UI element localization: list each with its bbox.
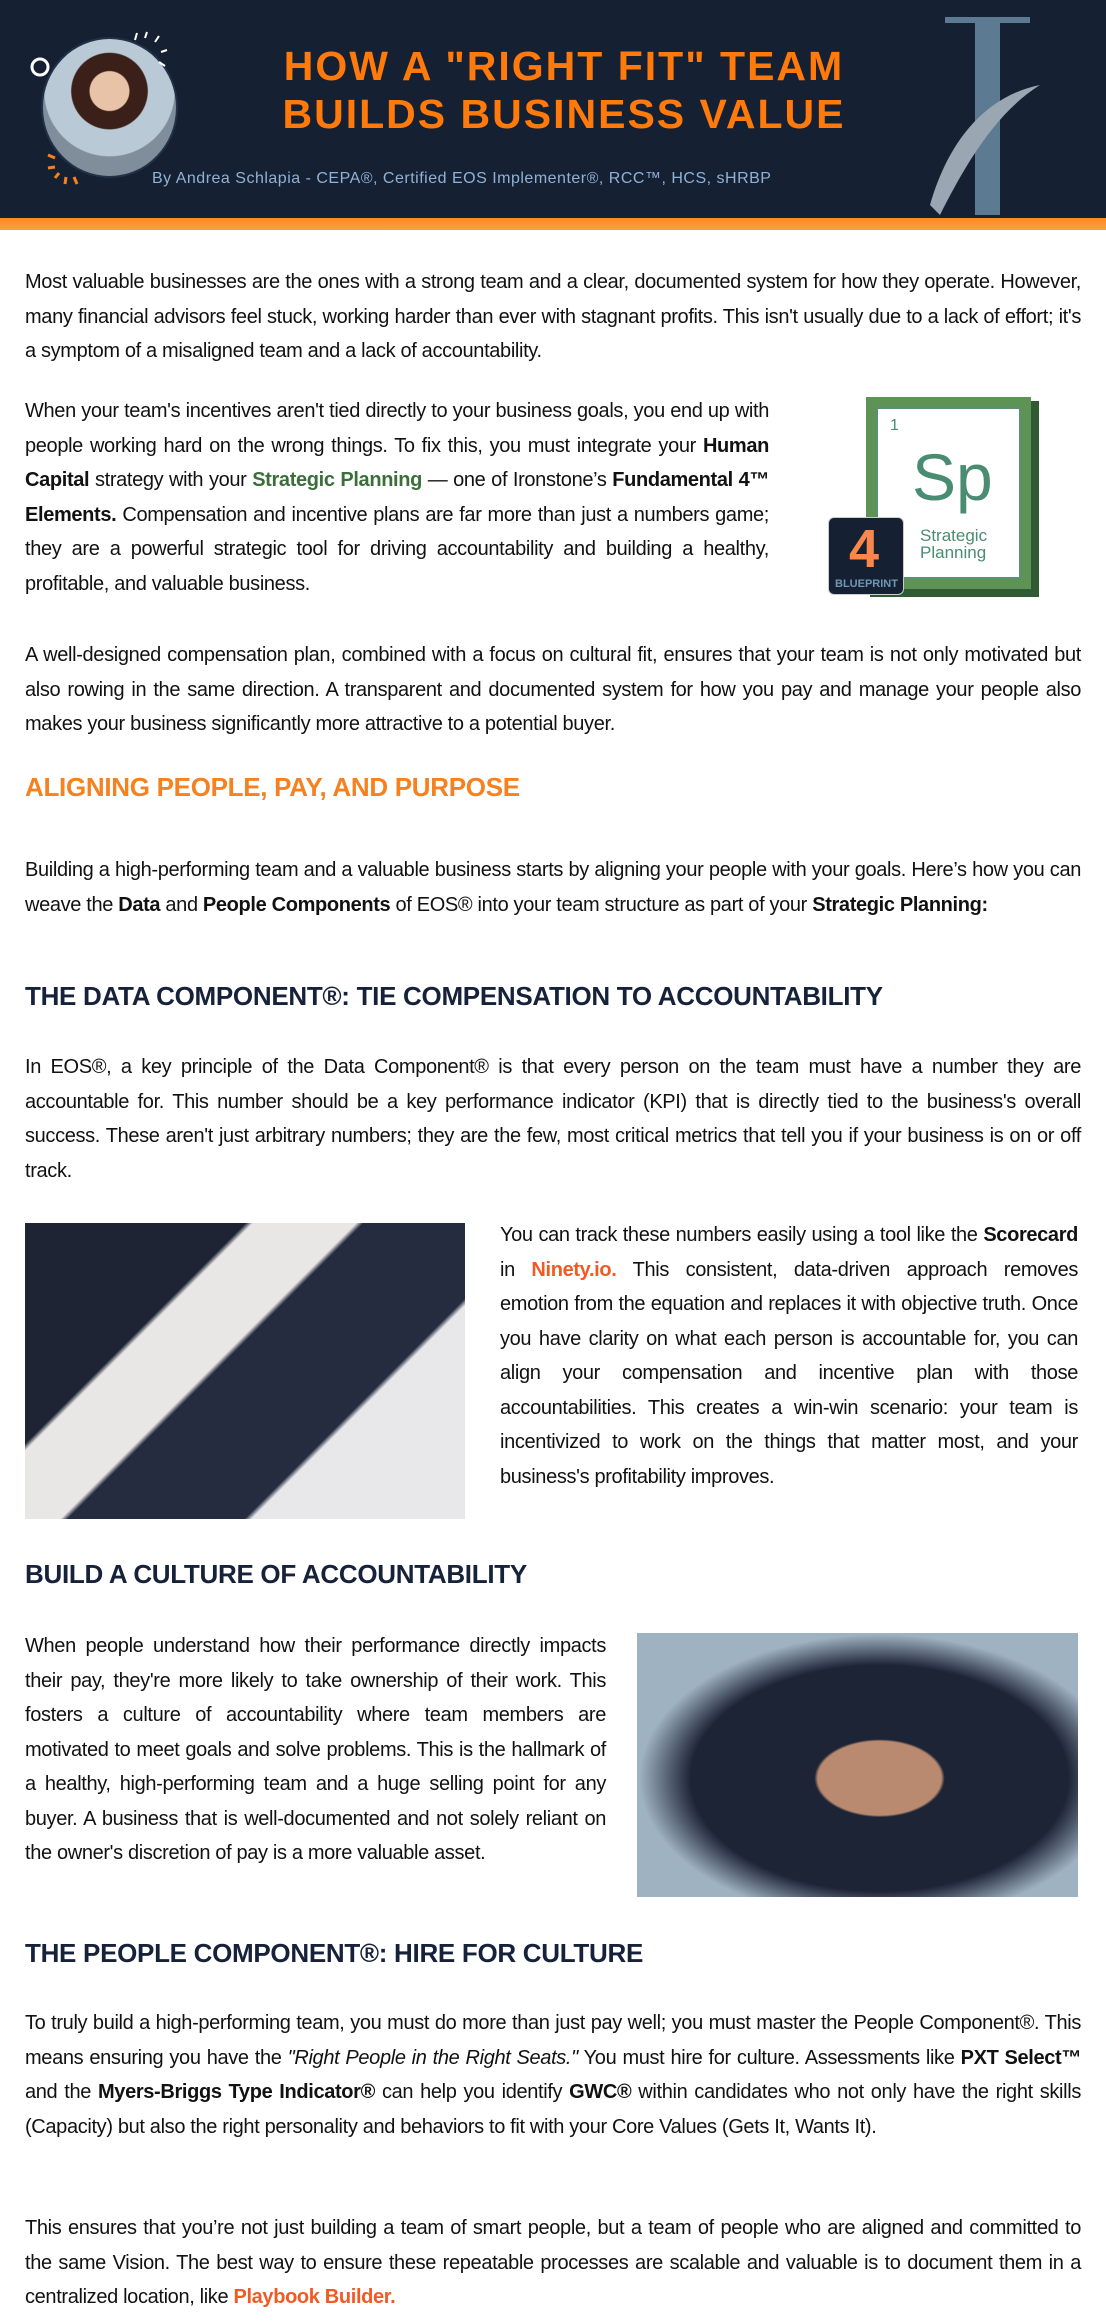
intro-paragraph: Most valuable businesses are the ones with a strong team and a clear, documented system for how they operate. However, many financial advisors feel stuck, working harder than ever with stagnant profits. This isn't usually due to a lack of effort; it's a symptom of a misaligned team and a lack of accountability. (25, 271, 1081, 362)
section-paragraph: To truly build a high-performing team, you must do more than just pay well; you must master the People Component®. This means ensuring you have the "Right People in the Right Seats." You must hire for culture. Assessments like PXT Select™ and the Myers-Briggs Type Indicator® can help you identify GWC® within candidates who not only have the right skills (Capacity) but also the right personality and behaviors to fit with your Core Values (Gets It, Wants It). (25, 2012, 1082, 2138)
author-byline: By Andrea Schlapia - CEPA®, Certified EOS Implementer®, RCC™, HCS, sHRBP (152, 170, 772, 187)
team-hands-photo (637, 1633, 1078, 1897)
element-name: Strategic Planning (920, 526, 988, 562)
sparkle-decoration-icon (125, 30, 175, 75)
strategic-planning-tile (826, 397, 1039, 597)
intro-paragraph-2: When your team's incentives aren't tied directly to your business goals, you end up with people working hard on the wrong things. To fix this, you must integrate your Human Capital strategy with your Strategic Planning — one of Ironstone’s Fundamental 4™ Elements. Compensation and incentive plans are far more than just a numbers game; they are a powerful strategic tool for driving accountability and building a healthy, profitable, and valuable business. (25, 400, 769, 595)
intro-paragraph-3: A well-designed compensation plan, combined with a focus on cultural fit, ensures that your team is not only motivated but also rowing in the same direction. A transparent and documented system for how you pay and manage your people also makes your business significantly more attractive to a potential buyer. (25, 644, 1081, 735)
section-paragraph: You can track these numbers easily using a tool like the Scorecard in Ninety.io. This consistent, data-driven approach removes emotion from the equation and replaces it with objective truth. Once you have clarity on what each person is accountable for, you can align your compensation and incentive plan with those accountabilities. This creates a win-win scenario: your team is incentivized to work on the things that matter most, and your business's profitability improves. (500, 1224, 1079, 1488)
playbook-builder-link[interactable]: Playbook Builder. (233, 2286, 396, 2308)
page-title: HOW A "RIGHT FIT" TEAM BUILDS BUSINESS VALUE (282, 43, 846, 137)
element-number: 1 (890, 417, 899, 434)
ironstone-logo-icon (930, 15, 1040, 215)
element-symbol: Sp (912, 440, 993, 514)
header-stripe (0, 218, 1106, 230)
section-paragraph: When people understand how their performance directly impacts their pay, they're more likely to take ownership of their work. This fosters a culture of accountability where team members are motivated to meet goals and solve problems. This is the hallmark of a healthy, high-performing team and a huge selling point for any buyer. A business that is well-documented and not solely reliant on the owner's discretion of pay is a more valuable asset. (25, 1635, 606, 1864)
section-heading: THE PEOPLE COMPONENT®: HIRE FOR CULTURE (25, 1938, 643, 1968)
circle-decoration-icon (28, 55, 52, 79)
section-heading: THE DATA COMPONENT®: TIE COMPENSATION TO ACCOUNTABILITY (25, 981, 883, 1011)
section-heading: BUILD A CULTURE OF ACCOUNTABILITY (25, 1559, 527, 1589)
section-paragraph: This ensures that you’re not just building a team of smart people, but a team of people who are aligned and committed to the same Vision. The best way to ensure these repeatable processes are scalable and valuable is to document them in a centralized location, like Playbook Builder. (25, 2217, 1081, 2308)
section-heading: ALIGNING PEOPLE, PAY, AND PURPOSE (25, 772, 520, 802)
section-paragraph: In EOS®, a key principle of the Data Component® is that every person on the team must have a number they are accountable for. This number should be a key performance indicator (KPI) that is directly tied to the business's overall success. These aren't just arbitrary numbers; they are the few, most critical metrics that tell you if your business is on or off track. (25, 1056, 1081, 1182)
handshake-envelope-photo (25, 1223, 465, 1519)
blueprint-badge: 4 BLUEPRINT (828, 517, 904, 595)
section-paragraph: Building a high-performing team and a valuable business starts by aligning your people with your goals. Here’s how you can weave the Data and People Components of EOS® into your team structure as part of your Strategic Planning: (25, 859, 1081, 916)
sparkle-decoration-icon (45, 150, 85, 190)
header-banner (0, 0, 1106, 218)
ninety-link[interactable]: Ninety.io. (531, 1258, 617, 1281)
